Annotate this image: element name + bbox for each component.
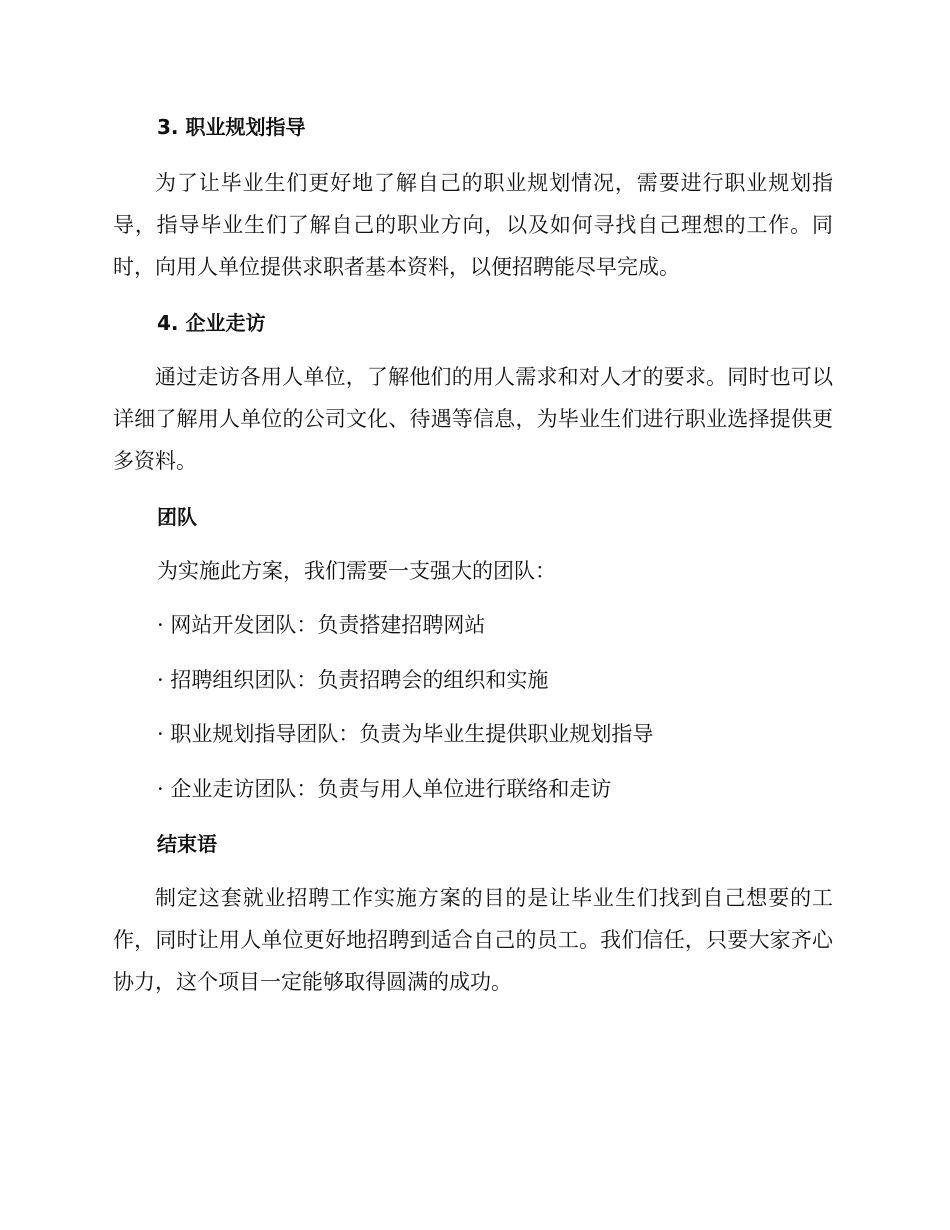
team-list-item: · 网站开发团队：负责搭建招聘网站 xyxy=(157,613,486,637)
team-intro: 为实施此方案，我们需要一支强大的团队： xyxy=(157,559,556,583)
team-list-item: · 企业走访团队：负责与用人单位进行联络和走访 xyxy=(157,777,612,801)
section-body-career-guidance: 为了让毕业生们更好地了解自己的职业规划情况，需要进行职业规划指导，指导毕业生们了解自己的职业方向，以及如何寻找自己理想的工作。同时，向用人单位提供求职者基本资料，以便招聘能尽早完成。 xyxy=(113,171,833,279)
team-list-item: · 职业规划指导团队：负责为毕业生提供职业规划指导 xyxy=(157,722,654,746)
section-body-company-visits: 通过走访各用人单位，了解他们的用人需求和对人才的要求。同时也可以详细了解用人单位的公司文化、待遇等信息，为毕业生们进行职业选择提供更多资料。 xyxy=(113,365,833,473)
section-heading-company-visits: 4. 企业走访 xyxy=(157,311,266,335)
team-list-item: · 招聘组织团队：负责招聘会的组织和实施 xyxy=(157,668,549,692)
section-heading-conclusion: 结束语 xyxy=(157,832,217,856)
section-heading-career-guidance: 3. 职业规划指导 xyxy=(157,115,306,139)
section-heading-team: 团队 xyxy=(157,505,197,529)
section-body-conclusion: 制定这套就业招聘工作实施方案的目的是让毕业生们找到自己想要的工作，同时让用人单位更好地招聘到适合自己的员工。我们信任，只要大家齐心协力，这个项目一定能够取得圆满的成功。 xyxy=(113,886,833,994)
